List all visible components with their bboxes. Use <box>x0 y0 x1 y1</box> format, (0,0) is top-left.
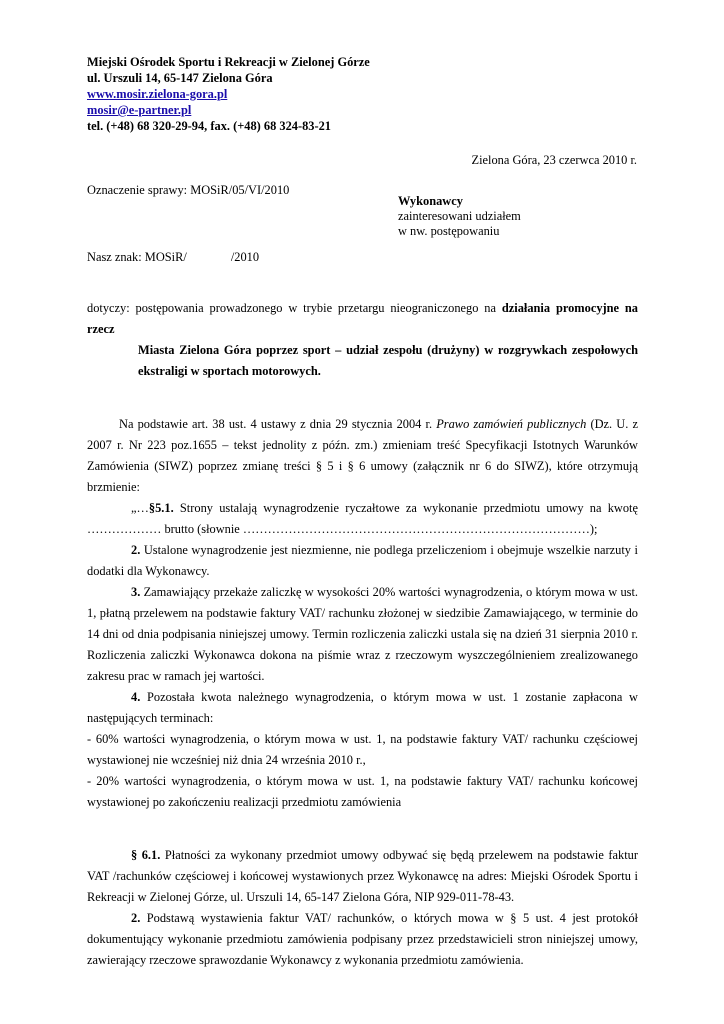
email-link[interactable]: mosir@e-partner.pl <box>87 103 192 117</box>
par6-point-2-number: 2. <box>131 911 141 925</box>
par6-point-1-number: § 6.1. <box>131 848 161 862</box>
intro-paragraph <box>87 414 638 498</box>
par6-point-1-text: Płatności za wykonany przedmiot umowy odbywać się będą przelewem na podstawie faktur VAT /rachunków częściowej i końcowej wystawionych przez Wykonawcę na adres: Miejski Ośrodek Sportu i Rekreacji w Zielonej Górze, ul. Urszuli 14, 65-147 Zielona Góra, NIP 929-011-78-43. <box>87 848 638 904</box>
subject-continuation: Miasta Zielona Góra poprzez sport – udział zespołu (drużyny) w rozgrywkach zespołowych ekstraligi w sportach motorowych. <box>138 343 638 378</box>
par6-point-2 <box>87 908 638 971</box>
par5-point-2 <box>87 540 638 582</box>
par5-point-2-text: Ustalone wynagrodzenie jest niezmienne, nie podlega przeliczeniom i obejmuje wszelkie narzuty i dodatki dla Wykonawcy. <box>87 543 638 578</box>
par5-point-4-text: Pozostała kwota należnego wynagrodzenia, o którym mowa w ust. 1 zostanie zapłacona w następujących terminach: <box>87 690 638 725</box>
our-reference-suffix: /2010 <box>230 250 260 264</box>
intro-part-1: Na podstawie art. 38 ust. 4 ustawy z dnia 29 stycznia 2004 r. <box>119 417 437 431</box>
org-address: ul. Urszuli 14, 65-147 Zielona Góra <box>87 71 273 85</box>
phone-fax: tel. (+48) 68 320-29-94, fax. (+48) 68 324-83-21 <box>87 119 331 133</box>
recipient-title: Wykonawcy <box>398 194 463 208</box>
subject-bold-start: działania promocyjne na rzecz <box>87 301 638 336</box>
recipient-line-1: zainteresowani udziałem <box>398 209 521 223</box>
par5-point-2-number: 2. <box>131 543 141 557</box>
par5-point-3 <box>87 582 638 687</box>
par5-point-4-number: 4. <box>131 690 141 704</box>
subject-line <box>87 298 638 340</box>
recipient-block <box>398 194 521 239</box>
par5-point-3-text: Zamawiający przekaże zaliczkę w wysokości 20% wartości wynagrodzenia, o którym mowa w ust. 1, płatną przelewem na podstawie faktury VAT/ rachunku złożonej w siedzibie Zamawiającego, w terminie do 14 dni od dnia podpisania niniejszej umowy. Termin rozliczenia zaliczki ustala się na dzień 31 sierpnia 2010 r. Rozliczenia zaliczki Wykonawca dokona na piśmie wraz z rzeczowym wyszczególnieniem zrealizowanego zakresu prac w ramach jej wartości. <box>87 585 638 683</box>
org-name: Miejski Ośrodek Sportu i Rekreacji w Zielonej Górze <box>87 55 370 69</box>
our-reference <box>87 250 259 265</box>
par6-point-1 <box>87 845 638 908</box>
par5-point-1-number: §5.1. <box>148 501 174 515</box>
recipient-line-2: w nw. postępowaniu <box>398 224 500 238</box>
intro-act-title: Prawo zamówień publicznych <box>436 417 587 431</box>
letterhead <box>87 54 370 134</box>
par5-point-4-item-a: - 60% wartości wynagrodzenia, o którym mowa w ust. 1, na podstawie faktury VAT/ rachunku częściowej wystawionej nie wcześniej niż dnia 24 września 2010 r., <box>87 732 638 767</box>
par5-point-1 <box>87 498 638 540</box>
par5-point-4 <box>87 687 638 729</box>
subject-prefix: dotyczy: postępowania prowadzonego w trybie przetargu nieograniczonego na <box>87 301 502 315</box>
par5-point-4-item-b: - 20% wartości wynagrodzenia, o którym mowa w ust. 1, na podstawie faktury VAT/ rachunku końcowej wystawionej po zakończeniu realizacji przedmiotu zamówienia <box>87 774 638 809</box>
website-link[interactable]: www.mosir.zielona-gora.pl <box>87 87 228 101</box>
intro-part-2: (Dz. U. z 2007 r. Nr 223 poz.1655 – tekst jednolity z późn. zm.) zmieniam treść Specyfikacji Istotnych Warunków Zamówienia (SIWZ) poprzez zmianę treści § 5 i § 6 umowy (załącznik nr 6 do SIWZ), które otrzymują brzmienie: <box>87 417 638 494</box>
letter-body <box>87 298 638 971</box>
letter-date: Zielona Góra, 23 czerwca 2010 r. <box>471 153 637 167</box>
par5-point-1-text: Strony ustalają wynagrodzenie ryczałtowe za wykonanie przedmiotu umowy na kwotę ……………… brutto (słownie …………………………………………………………………………); <box>87 501 638 536</box>
case-number: Oznaczenie sprawy: MOSiR/05/VI/2010 <box>87 183 290 197</box>
our-reference-label: Nasz znak: MOSiR/ <box>87 250 187 264</box>
par5-quote-open: „… <box>131 501 149 515</box>
par6-point-2-text: Podstawą wystawienia faktur VAT/ rachunków, o których mowa w § 5 ust. 4 jest protokół dokumentujący wykonanie przedmiotu zamówienia podpisany przez przedstawicieli stron niniejszej umowy, zawierający rzeczowe sprawozdanie Wykonawcy z wykonania przedmiotu zamówienia. <box>87 911 638 967</box>
par5-point-3-number: 3. <box>131 585 141 599</box>
